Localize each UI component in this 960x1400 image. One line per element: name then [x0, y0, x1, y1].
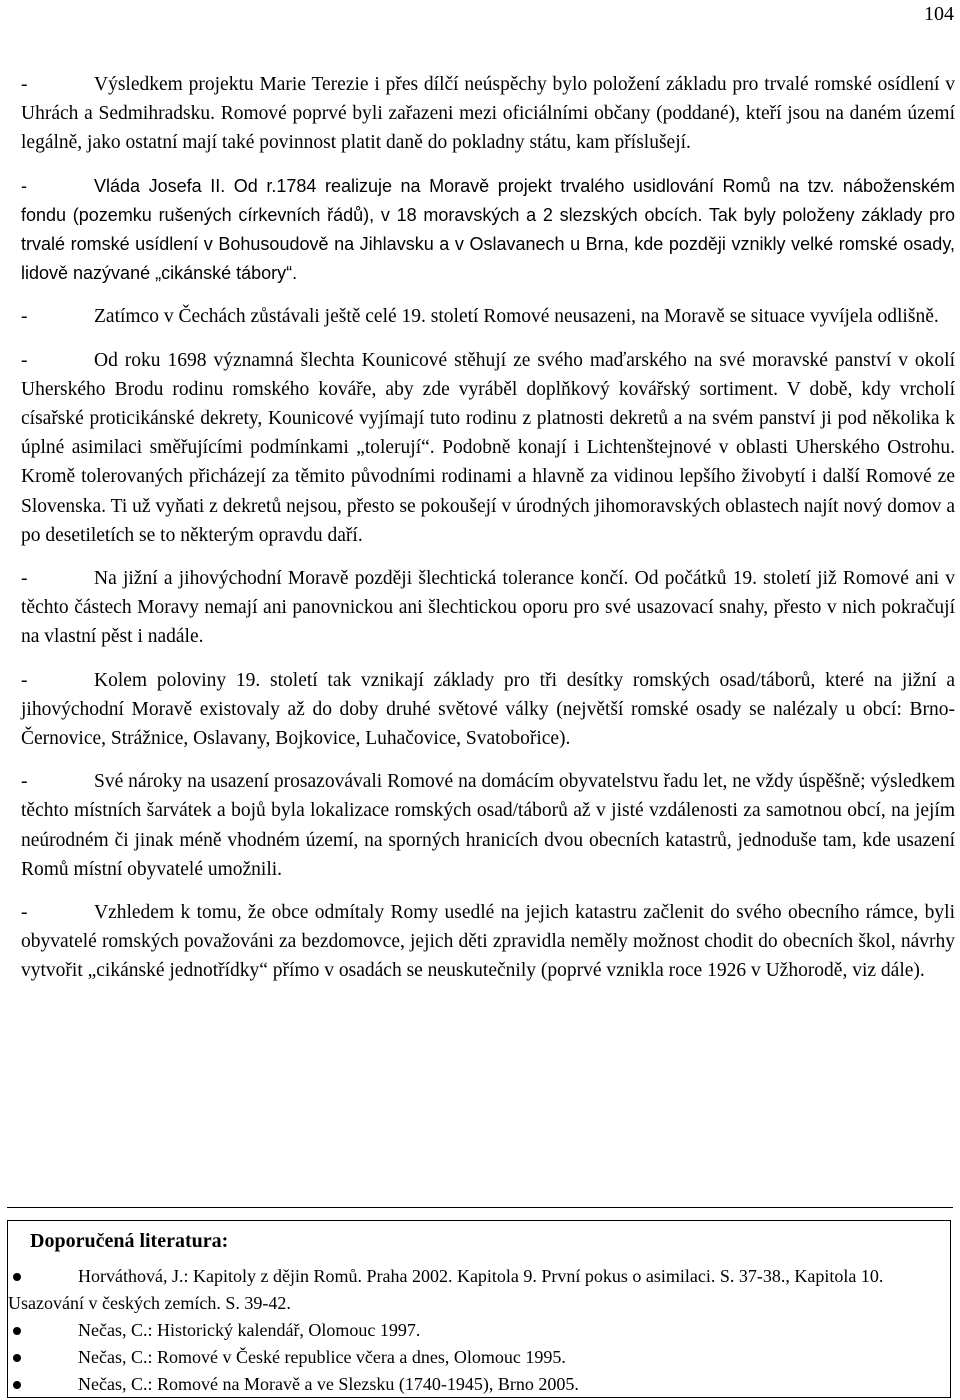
bullet-icon	[13, 1354, 21, 1362]
paragraph-claims	[21, 767, 955, 884]
literature-item	[8, 1317, 938, 1344]
literature-text: Horváthová, J.: Kapitoly z dějin Romů. Praha 2002. Kapitola 9. První pokus o asimilaci. S. 37-38., Kapitola 10. Usazování v českých zemích. S. 39-42.	[8, 1266, 884, 1313]
dash-marker: -	[21, 349, 28, 371]
literature-text: Nečas, C.: Romové v České republice včera a dnes, Olomouc 1995.	[78, 1347, 566, 1367]
dash-marker: -	[21, 669, 28, 691]
paragraph-text: Od roku 1698 významná šlechta Kounicové stěhují ze svého maďarského na své moravské panství v okolí Uherského Brodu rodinu romského kováře, aby zde vyráběl doplňkový kovářský sortiment. V době, kdy vrcholí císařské proticikánské dekrety, Kounicové vyjímají tuto rodinu z platnosti dekretů a na svém panství ji pod několika k úplné asimilaci směřujícími podmínkami „tolerují“. Podobně konají i Lichtenštejnové v oblasti Uherského Ostrohu. Kromě tolerovaných přicházejí za těmito původními rodinami a hlavně za vidinou lepšího živobytí i další Romové ze Slovenska. Ti už vyňati z dekretů nejsou, přesto se pokoušejí v úrodných jihomoravských oblastech najít nový domov a po desetiletích se to některým opravdu daří.	[21, 349, 955, 546]
dash-marker: -	[21, 175, 27, 196]
document-body	[21, 70, 955, 1000]
literature-heading: Doporučená literatura:	[30, 1230, 229, 1252]
dash-marker: -	[21, 74, 28, 95]
literature-text: Nečas, C.: Romové na Moravě a ve Slezsku (1740-1945), Brno 2005.	[78, 1374, 579, 1394]
paragraph-text: Vzhledem k tomu, že obce odmítaly Romy usedlé na jejich katastru začlenit do svého obecního rámce, byli obyvatelé romských považováni za bezdomovce, jejich děti zpravidla neměly možnost chodit do obecních škol, návrhy vytvořit „cikánské jednotřídky“ přímo v osadách se neuskutečnily (poprvé vznikla roce 1926 v Užhorodě, viz dále).	[21, 902, 955, 982]
literature-text: Nečas, C.: Historický kalendář, Olomouc 1997.	[78, 1320, 421, 1340]
paragraph-text: Své nároky na usazení prosazovávali Romové na domácím obyvatelstvu řadu let, ne vždy úspěšně; výsledkem těchto místních šarvátek a bojů byla lokalizace romských osad/táborů až v jisté vzdálenosti za samotnou obcí, na jejím neúrodném či jinak méně vhodném území, na sporných hranicích dvou obecních katastrů, jednoduše tam, kde usazení Romů místní obyvatelé umožnili.	[21, 771, 955, 880]
paragraph-bohemia	[21, 302, 955, 331]
bullet-icon	[13, 1273, 21, 1281]
dash-marker: -	[21, 306, 28, 328]
bullet-icon	[13, 1381, 21, 1389]
literature-item	[8, 1263, 938, 1317]
paragraph-text: Výsledkem projektu Marie Terezie i přes dílčí neúspěchy bylo položení základu pro trvalé romské osídlení v Uhrách a Sedmihradsku. Romové poprvé byli zařazeni mezi oficiálními občany (poddané), kteří jsou na daném území legálně, jako ostatní mají také povinnost platit daně do pokladny státu, kam příslušejí.	[21, 74, 955, 154]
dash-marker: -	[21, 568, 28, 590]
literature-item	[8, 1371, 938, 1398]
separator-line	[7, 1207, 953, 1208]
literature-item	[8, 1344, 938, 1371]
paragraph-maria-theresa	[21, 70, 955, 158]
bullet-icon	[13, 1327, 21, 1335]
paragraph-tolerance-ends	[21, 564, 955, 652]
paragraph-text: Zatímco v Čechách zůstávali ještě celé 19. století Romové neusazeni, na Moravě se situace vyvíjela odlišně.	[94, 306, 939, 328]
paragraph-text: Vláda Josefa II. Od r.1784 realizuje na Moravě projekt trvalého usidlování Romů na tzv. náboženském fondu (pozemku rušených církevních řádů), v 18 moravských a 2 slezských obcích. Tak byly položeny základy pro trvalé romské usídlení v Bohusoudově na Jihlavsku a v Oslavanech u Brna, kde později vznikly velké romské osady, lidově nazývané „cikánské tábory“.	[21, 175, 955, 284]
paragraph-schools	[21, 898, 955, 986]
dash-marker: -	[21, 771, 28, 793]
recommended-literature-box	[7, 1220, 951, 1398]
paragraph-kounic	[21, 346, 955, 550]
paragraph-text: Kolem poloviny 19. století tak vznikají základy pro tři desítky romských osad/táborů, které na jižní a jihovýchodní Moravě existovaly až do doby druhé světové války (největší romské osady se nalézaly u obcí: Brno-Černovice, Strážnice, Oslavany, Bojkovice, Luhačovice, Svatobořice).	[21, 669, 955, 750]
paragraph-joseph-ii	[21, 172, 955, 289]
dash-marker: -	[21, 902, 28, 924]
paragraph-text: Na jižní a jihovýchodní Moravě později šlechtická tolerance končí. Od počátků 19. století již Romové ani v těchto částech Moravy nemají ani panovnickou ani šlechtickou oporu pro své usazovací snahy, přesto v nich pokračují na vlastní pěst i nadále.	[21, 568, 955, 648]
paragraph-settlements	[21, 666, 955, 754]
page-number: 104	[924, 3, 954, 25]
